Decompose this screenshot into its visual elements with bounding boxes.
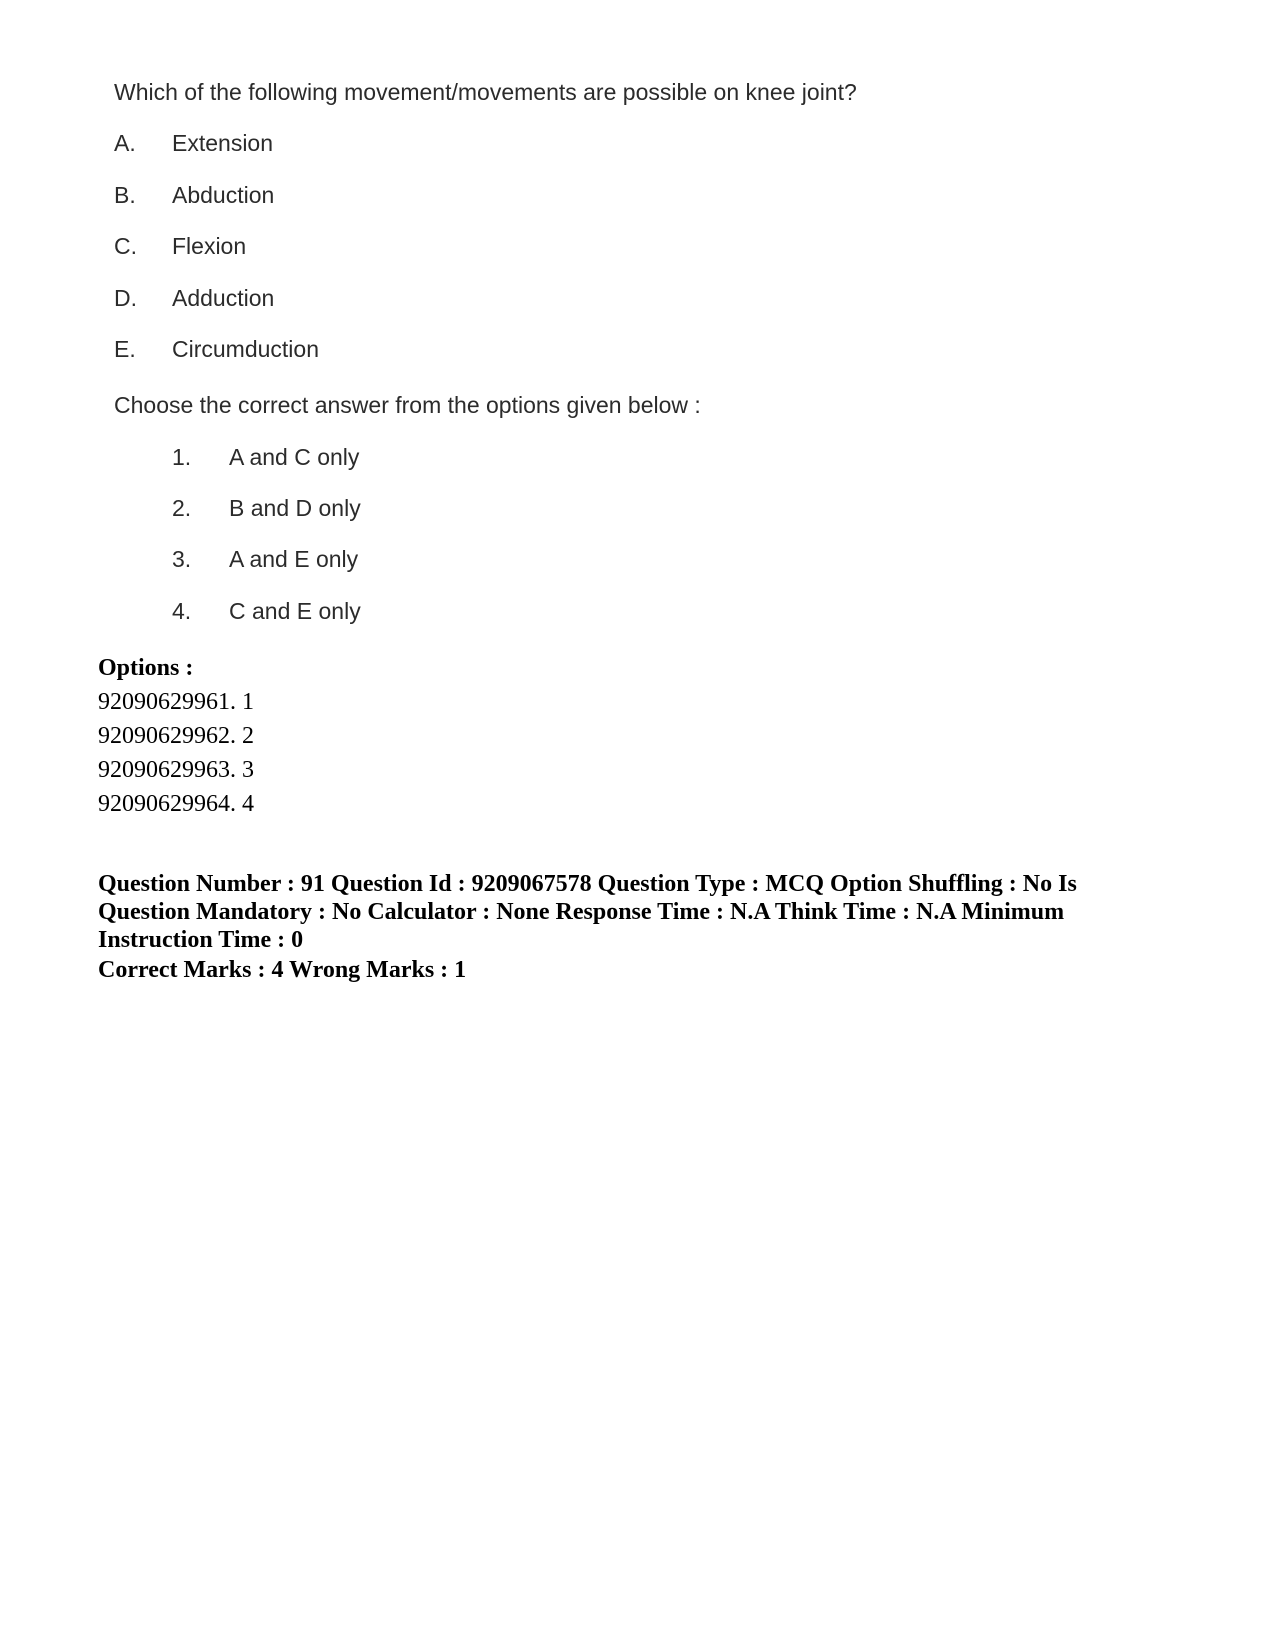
option-item-1: 92090629961. 1 <box>98 689 254 715</box>
statement-text-a: Extension <box>172 130 274 156</box>
question-metadata: Question Number : 91 Question Id : 9209067578 Question Type : MCQ Option Shuffling : No Is Question Mandatory : No Calculator : None Response Time : N.A Think Time : N.A Minimum Instruction Time : 0 <box>98 871 1077 953</box>
statement-text-d: Adduction <box>172 285 275 311</box>
option-item-4: 92090629964. 4 <box>98 791 254 817</box>
answer-text-2: B and D only <box>229 495 361 521</box>
statement-letter-a: A. <box>114 130 136 156</box>
answer-text-3: A and E only <box>229 546 359 572</box>
statement-letter-b: B. <box>114 182 136 208</box>
option-item-3: 92090629963. 3 <box>98 757 254 783</box>
statement-text-b: Abduction <box>172 182 275 208</box>
choose-prompt: Choose the correct answer from the options given below : <box>114 392 701 418</box>
statement-letter-d: D. <box>114 285 137 311</box>
answer-number-2: 2. <box>172 495 192 521</box>
answer-number-3: 3. <box>172 546 192 572</box>
statement-letter-e: E. <box>114 336 136 362</box>
answer-text-4: C and E only <box>229 598 361 624</box>
answer-number-1: 1. <box>172 444 192 470</box>
marks-line: Correct Marks : 4 Wrong Marks : 1 <box>98 957 467 983</box>
options-heading: Options : <box>98 655 194 681</box>
statement-letter-c: C. <box>114 233 137 259</box>
answer-text-1: A and C only <box>229 444 360 470</box>
statement-text-e: Circumduction <box>172 336 319 362</box>
option-item-2: 92090629962. 2 <box>98 723 254 749</box>
statement-text-c: Flexion <box>172 233 247 259</box>
answer-number-4: 4. <box>172 598 192 624</box>
question-stem: Which of the following movement/movements are possible on knee joint? <box>114 79 857 105</box>
